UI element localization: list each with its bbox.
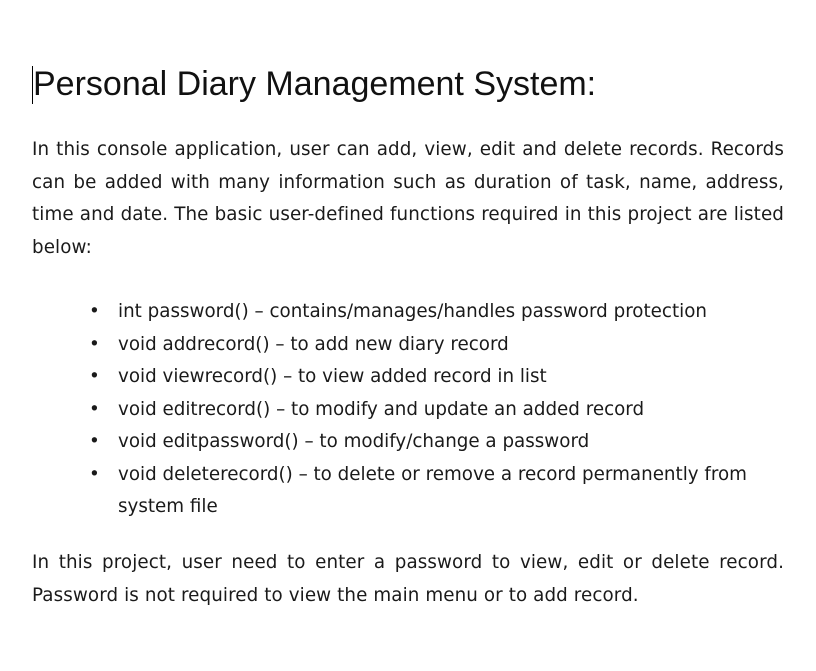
- list-item-text: void editrecord() – to modify and update an added record: [118, 398, 645, 420]
- bullet-icon: •: [89, 333, 100, 355]
- list-item-text: void addrecord() – to add new diary record: [118, 333, 509, 355]
- bullet-icon: •: [89, 463, 100, 485]
- bullet-icon: •: [89, 398, 100, 420]
- list-item: [89, 459, 758, 524]
- intro-paragraph: In this console application, user can add, view, edit and delete records. Records can be added with many information such as duration of task, name, address, time and date. The basic user-defined functions required in this project are listed below:: [32, 139, 784, 258]
- bullet-icon: •: [89, 366, 100, 387]
- list-item: [89, 394, 758, 427]
- closing-paragraph: In this project, user need to enter a password to view, edit or delete record. Password is not required to view the main menu or to add record.: [32, 552, 784, 606]
- list-item: [89, 329, 758, 362]
- list-item-text: void deleterecord() – to delete or remove a record permanently from system file: [118, 463, 747, 517]
- title-block[interactable]: [32, 62, 784, 106]
- bullet-icon: •: [89, 431, 100, 452]
- list-item-text: int password() – contains/manages/handles password protection: [118, 301, 707, 322]
- list-item: [89, 426, 758, 459]
- list-item: [89, 296, 758, 329]
- list-item: [89, 361, 758, 394]
- bullet-icon: •: [89, 301, 100, 322]
- list-item-text: void viewrecord() – to view added record in list: [118, 366, 547, 387]
- function-list: [89, 296, 758, 524]
- list-item-text: void editpassword() – to modify/change a password: [118, 431, 590, 452]
- page-title: Personal Diary Management System:: [33, 65, 597, 103]
